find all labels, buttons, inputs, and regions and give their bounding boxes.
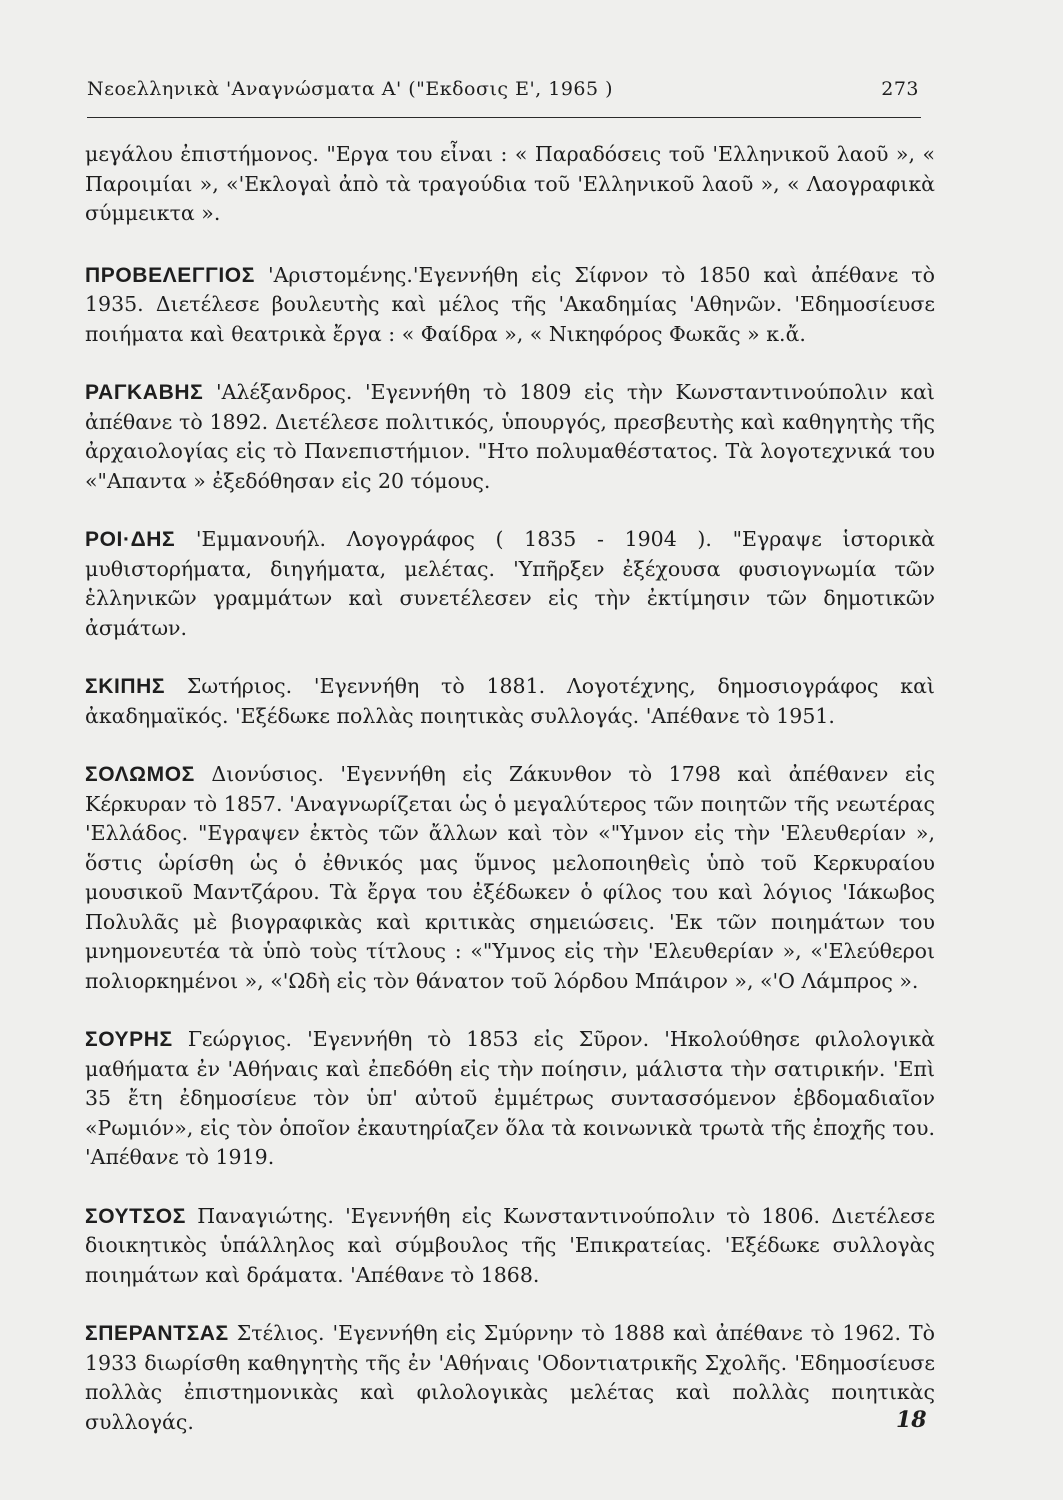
entry-text: 'Αριστομένης.'Εγεννήθη εἰς Σίφνον τὸ 1850 καὶ ἀπέθανε τὸ 1935. Διετέλεσε βουλευτὴς καὶ μέλος τῆς 'Ακαδημίας 'Αθηνῶν. 'Εδημοσίευσε ποιήματα καὶ θεατρικὰ ἔργα : « Φαίδρα », « Νικηφόρος Φωκᾶς » κ.ἄ. <box>85 262 935 346</box>
entry-sperantsas <box>85 1319 935 1437</box>
entry-text: Παναγιώτης. 'Εγεννήθη εἰς Κωνσταντινούπολιν τὸ 1806. Διετέλεσε διοικητικὸς ὑπάλληλος καὶ σύμβουλος τῆς 'Επικρατείας. 'Εξέδωκε συλλογὰς ποιημάτων καὶ δράματα. 'Απέθανε τὸ 1868. <box>85 1203 935 1287</box>
continued-paragraph: μεγάλου ἐπιστήμονος. "Εργα του εἶναι : « Παραδόσεις τοῦ 'Ελληνικοῦ λαοῦ », « Παροιμίαι », «'Εκλογαὶ ἀπὸ τὰ τραγούδια τοῦ 'Ελληνικοῦ λαοῦ », « Λαογραφικὰ σύμμεικτα ». <box>85 142 935 225</box>
running-header <box>87 78 919 100</box>
entry-rangavis <box>85 378 935 496</box>
entry-name: ΣΟΛΩΜΟΣ <box>85 763 195 786</box>
page-number: 273 <box>881 78 919 100</box>
entry-text: Διονύσιος. 'Εγεννήθη εἰς Ζάκυνθον τὸ 1798 καὶ ἀπέθανεν εἰς Κέρκυραν τὸ 1857. 'Αναγνωρίζεται ὡς ὁ μεγαλύτερος τῶν ποιητῶν τῆς νεωτέρας 'Ελλάδος. "Εγραψεν ἐκτὸς τῶν ἄλλων καὶ τὸν «"Υμνον εἰς τὴν 'Ελευθερίαν », ὅστις ὡρίσθη ὡς ὁ ἐθνικός μας ὕμνος μελοποιηθεὶς ὑπὸ τοῦ Κερκυραίου μουσικοῦ Μαντζάρου. Τὰ ἔργα του ἐξέδωκεν ὁ φίλος του καὶ λόγιος 'Ιάκωβος Πολυλᾶς μὲ βιογραφικὰς καὶ κριτικὰς σημειώσεις. 'Εκ τῶν ποιημάτων του μνημονευτέα τὰ ὑπὸ τοὺς τίτλους : «"Υμνος εἰς τὴν 'Ελευθερίαν », «'Ελεύθεροι πολιορκημένοι », «'Ωδὴ εἰς τὸν θάνατον τοῦ λόρδου Μπάιρον », «'Ο Λάμπρος ». <box>85 762 935 993</box>
signature-mark: 18 <box>896 1407 927 1433</box>
entry-skipis <box>85 672 935 731</box>
header-rule <box>87 117 921 118</box>
entry-name: ΡΑΓΚΑΒΗΣ <box>85 381 204 404</box>
entry-text: 'Αλέξανδρος. 'Εγεννήθη τὸ 1809 εἰς τὴν Κωνσταντινούπολιν καὶ ἀπέθανε τὸ 1892. Διετέλεσε πολιτικός, ὑπουργός, πρεσβευτὴς καὶ καθηγητὴς τῆς ἀρχαιολογίας εἰς τὸ Πανεπιστήμιον. "Ητο πολυμαθέστατος. Τὰ λογοτεχνικά του «"Απαντα » ἐξεδόθησαν εἰς 20 τόμους. <box>85 380 935 493</box>
running-title: Νεοελληνικὰ 'Αναγνώσματα Α' ("Εκδοσις Ε', 1965 ) <box>87 78 614 100</box>
entry-name: ΡΟΙ·ΔΗΣ <box>85 528 176 551</box>
entry-name: ΣΚΙΠΗΣ <box>85 675 166 698</box>
entry-roidis <box>85 525 935 643</box>
entry-text: Στέλιος. 'Εγεννήθη εἰς Σμύρνην τὸ 1888 καὶ ἀπέθανε τὸ 1962. Τὸ 1933 διωρίσθη καθηγητὴς τῆς ἐν 'Αθήναις 'Οδοντιατρικῆς Σχολῆς. 'Εδημοσίευσε πολλὰς ἐπιστημονικὰς καὶ φιλολογικὰς μελέτας καὶ πολλὰς ποιητικὰς συλλογάς. <box>85 1321 935 1434</box>
entry-name: ΣΟΥΡΗΣ <box>85 1028 173 1051</box>
page-body <box>85 140 935 1466</box>
entry-soutsos <box>85 1202 935 1291</box>
entry-text: 'Εμμανουήλ. Λογογράφος ( 1835 - 1904 ). "Εγραψε ἱστορικὰ μυθιστορήματα, διηγήματα, μελέτας. 'Υπῆρξεν ἐξέχουσα φυσιογνωμία τῶν ἑλληνικῶν γραμμάτων καὶ συνετέλεσεν εἰς τὴν ἐκτίμησιν τῶν δημοτικῶν ἀσμάτων. <box>85 527 935 640</box>
entry-name: ΠΡΟΒΕΛΕΓΓΙΟΣ <box>85 263 255 287</box>
entry-text: Γεώργιος. 'Εγεννήθη τὸ 1853 εἰς Σῦρον. 'Ηκολούθησε φιλολογικὰ μαθήματα ἐν 'Αθήναις καὶ ἐπεδόθη εἰς τὴν ποίησιν, μάλιστα τὴν σατιρικήν. 'Επὶ 35 ἔτη ἐδημοσίευε τὸν ὑπ' αὐτοῦ ἐμμέτρως συντασσόμενον ἑβδομαδιαῖον «Ρωμιόν», εἰς τὸν ὁποῖον ἐκαυτηρίαζεν ὅλα τὰ κοινωνικὰ τρωτὰ τῆς ἐποχῆς του. 'Απέθανε τὸ 1919. <box>85 1027 935 1169</box>
entry-souris <box>85 1025 935 1173</box>
entry-solomos <box>85 760 935 996</box>
entry-provelengios <box>85 261 935 350</box>
entry-text: Σωτήριος. 'Εγεννήθη τὸ 1881. Λογοτέχνης, δημοσιογράφος καὶ ἀκαδημαϊκός. 'Εξέδωκε πολλὰς ποιητικὰς συλλογάς. 'Απέθανε τὸ 1951. <box>85 674 935 728</box>
entry-name: ΣΟΥΤΣΟΣ <box>85 1204 186 1228</box>
entry-name: ΣΠΕΡΑΝΤΣΑΣ <box>85 1322 229 1345</box>
